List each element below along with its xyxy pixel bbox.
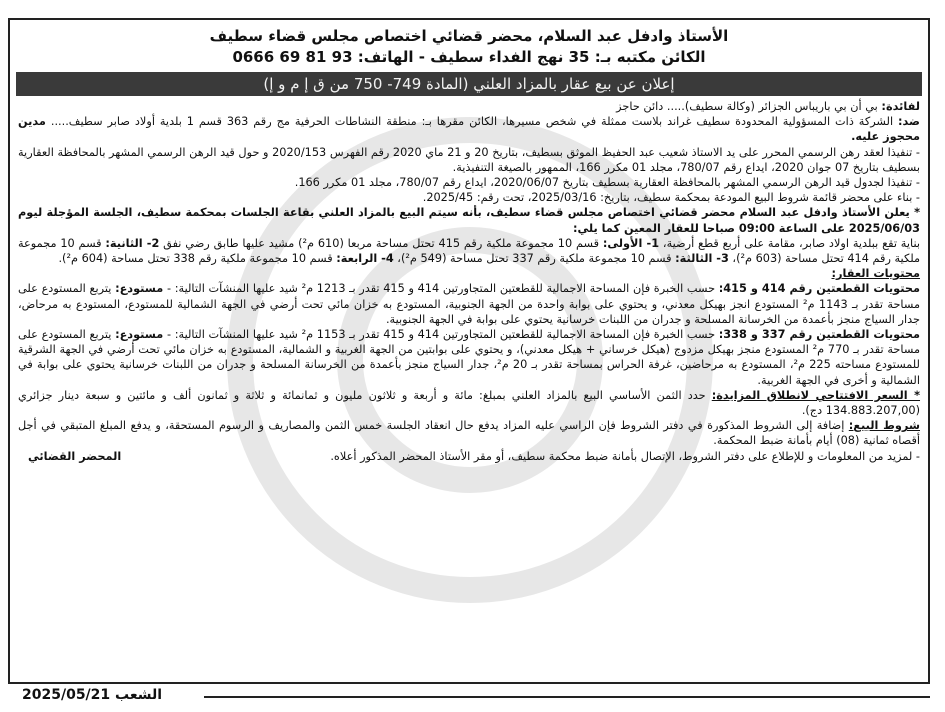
contents-plots-337-338 — [18, 327, 920, 388]
plots-337-338-text: حسب الخبرة فإن المساحة الاجمالية للقطعتين المتجاورتين 414 و 415 تقدر بـ 1153 م² شيد عليها المنشآت التالية: - — [163, 328, 719, 342]
sale-terms-text: إضافة إلى الشروط المذكورة في دفتر الشروط فإن الراسي عليه المزاد يدفع حال انعقاد الجلسة خمس الثمن والمصاريف و الرسوم المستحقة، و يدفع المبلغ المتبقي في أجل أقصاه ثمانية (08) أيام بأمانة ضبط المحكمة. — [18, 419, 920, 448]
lot-4-label: 4- الرابعة: — [336, 252, 394, 266]
announcement-body — [10, 96, 928, 464]
lot-1-label: 1- الأولى: — [602, 236, 660, 250]
plots-414-415-label: محتويات القطعتين رقم 414 و 415: — [718, 282, 920, 296]
debtor-tail: مدين محجوز عليه. — [18, 115, 920, 144]
debtor-text: الشركة ذات المسؤولية المحدودة سطيف غراند بلاست ممثلة في شخص مسيرها، الكائن مقرها بـ: منطقة النشاطات الحرفية مج رقم 363 قسم 1 بلدية أولاد صابر سطيف..... — [45, 115, 899, 129]
warehouse-1-text: يتربع المستودع على مساحة تقدر بـ 1143 م² المستودع انجز بهيكل معدني، و يحتوي على بوابة واحدة من الجهة الجنوبية، المستودع به خزان مائي تحت أرضي في الجهة الشمالية للمستودع، المستودع به مرحاض، جدار السياج منجز بأعمدة من الخرسانة المسلحة و جدران من اللبنات خرسانية يحتوي على بوابة في الجهة الجنوبية. — [18, 282, 920, 326]
basis-item-1: - تنفيذا لعقد رهن الرسمي المحرر على يد الاستاذ شعيب عبد الحفيظ الموثق بسطيف، بتاريخ 20 و 21 ماي 2020 رقم الفهرس 2020/153 و حول قيد الرهن الرسمي المشهر بالمحافظة العقارية بسطيف بتاريخ 07 جوان 2020، ايداع رقم 780/07، مجلد 01 مكرر 166، الممهور بالصيغة التنفيذية. — [18, 145, 920, 174]
creditor-label: لفائدة: — [881, 100, 920, 113]
creditor-line — [18, 99, 920, 114]
debtor-line — [18, 114, 920, 144]
warehouse-2-label: مستودع: — [115, 328, 164, 342]
creditor-text: بي أن بي باريباس الجزائر (وكالة سطيف)..... دائن حاجز — [616, 100, 882, 113]
announcement-frame — [8, 18, 930, 684]
lot-3-label: 3- الثالثة: — [675, 252, 729, 266]
publication-footer — [8, 686, 930, 708]
contents-heading: محتويات العقار: — [831, 267, 920, 281]
debtor-label: ضد: — [898, 115, 920, 129]
plots-337-338-label: محتويات القطعتين رقم 337 و 338: — [718, 328, 920, 342]
lot-3-text: قسم 10 مجموعة ملكية رقم 337 تحتل مساحة (549 م²)، — [393, 252, 676, 266]
sale-terms — [18, 418, 920, 448]
property-intro: بناية تقع ببلدية اولاد صابر، مقامة على أربع قطع أرضية، — [659, 236, 920, 250]
warehouse-1-label: مستودع: — [115, 282, 164, 296]
bailiff-address: الكائن مكتبه بـ: 35 نهج الفداء سطيف - الهاتف: 93 81 69 0666 — [232, 48, 706, 66]
lot-2-label: 2- الثانية: — [105, 236, 160, 250]
sale-announcement: * يعلن الأستاذ وادفل عبد السلام محضر قضائي اختصاص مجلس قضاء سطيف، بأنه سيتم البيع بالمزاد العلني بقاعة الجلسات بمحكمة سطيف، الجلسة المؤجلة ليوم 2025/06/03 على الساعة 09:00 صباحا للعقار المعين كما يلي: — [18, 206, 920, 235]
lot-4-text: قسم 10 مجموعة ملكية رقم 338 تحتل مساحة (604 م²). — [58, 252, 337, 266]
lot-2-text: قسم 10 مجموعة ملكية رقم 414 تحتل مساحة (603 م²)، — [18, 236, 920, 266]
more-info-text: - لمزيد من المعلومات و للإطلاع على دفتر الشروط، الإتصال بأمانة ضبط محكمة سطيف، أو مقر الأستاذ المحضر المذكور أعلاه. — [330, 449, 920, 463]
opening-price-text: حدد الثمن الأساسي البيع بالمزاد العلني بمبلغ: مائة و أربعة و ثلاثون مليون و ثمانمائة و ثلاثة و ثمانون ألف و مائتين و سبعة دينار جزائري (134.883.207,00 دج). — [18, 388, 920, 418]
footer-rule — [204, 696, 930, 698]
warehouse-2-text: يتربع المستودع على مساحة تقدر بـ 770 م² المستودع منجز بهيكل مزدوج (هيكل خرساني + هيكل معدني)، و يحتوي على بوابتين من الجهة الغربية و الشمالية، المستودع به خزان مائي تحت أرضي في الجهة الشرقية للمستودع مساحته 225 م²، المستودع به مرحاضين، غرفة الحراس بمساحة تقدر بـ 20 م²، جدار السياج منجز بأعمدة من الخرسانة المسلحة و جدران من اللبنات خرسانية يحتوي على بوابة في الشمالية و أخرى في الجهة الغربية. — [18, 328, 920, 387]
bailiff-name: الأستاذ وادفل عبد السلام، محضر قضائي اختصاص مجلس قضاء سطيف — [209, 27, 729, 45]
more-info-row — [18, 449, 920, 464]
contents-plots-414-415 — [18, 281, 920, 327]
plots-414-415-text: حسب الخبرة فإن المساحة الاجمالية للقطعتين المتجاورتين 414 و 415 تقدر بـ 1213 م² شيد عليها المنشآت التالية: - — [163, 282, 719, 296]
publication-date: الشعب 2025/05/21 — [18, 687, 166, 703]
sale-terms-label: شروط البيع: — [848, 419, 920, 433]
basis-item-2: - تنفيذا لجدول قيد الرهن الرسمي المشهر بالمحافظة العقارية بسطيف بتاريخ 2020/06/07، ايداع رقم 780/07، مجلد 01 مكرر 166. — [294, 176, 920, 190]
basis-item-3: - بناء على محضر قائمة شروط البيع المودعة بمحكمة سطيف، بتاريخ: 2025/03/16، تحت رقم: 2025/45. — [422, 191, 920, 205]
header — [10, 26, 928, 68]
lot-1-text: قسم 10 مجموعة ملكية رقم 415 تحتل مساحة مربعا (610 م²) مشيد عليها طابق رضي نفق — [159, 236, 603, 250]
announcement-title: إعلان عن بيع عقار بالمزاد العلني (المادة 749- 750 من ق إ م و إ) — [16, 72, 922, 96]
signoff: المحضر القضائي — [28, 449, 122, 463]
property-description — [18, 236, 920, 266]
opening-price — [18, 388, 920, 418]
opening-price-label: * السعر الافتتاحي لانطلاق المزايدة: — [711, 388, 921, 402]
